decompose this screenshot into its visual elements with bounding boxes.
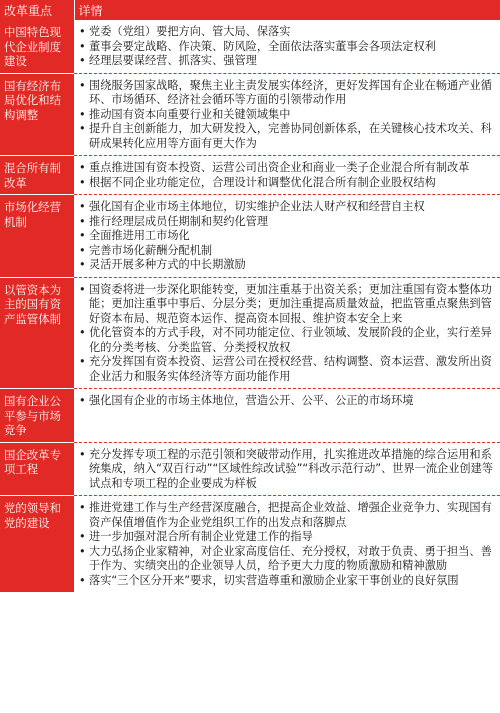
row-details [74, 277, 500, 389]
details-list [78, 25, 496, 69]
detail-item: • 围绕服务国家战略，聚焦主业主责发展实体经济，更好发挥国有企业在畅通产业循环、市场循环、经济社会循环等方面的引领带动作用 [78, 79, 496, 108]
table-body [0, 20, 500, 592]
detail-item: • 推行经理层成员任期制和契约化管理 [78, 215, 496, 230]
details-list [78, 394, 496, 409]
details-list [78, 283, 496, 385]
row-details [74, 442, 500, 496]
row-details [74, 73, 500, 156]
table-header [0, 0, 500, 20]
table-row [0, 442, 500, 496]
details-list [78, 200, 496, 273]
detail-item: • 优化管资本的方式手段，对不同功能定位、行业领域、发展阶段的企业，实行差异化的分类考核、分类监管、分类授权放权 [78, 326, 496, 355]
row-topic: 以管资本为主的国有资产监管体制 [0, 277, 74, 389]
detail-item: • 根据不同企业功能定位，合理设计和调整优化混合所有制企业股权结构 [78, 176, 496, 191]
row-topic: 党的领导和党的建设 [0, 496, 74, 593]
row-topic: 国企改革专项工程 [0, 442, 74, 496]
detail-item: • 提升自主创新能力，加大研发投入，完善协同创新体系，在关键核心技术攻关、科研成果转化应用等方面有更大作为 [78, 122, 496, 151]
header-topic: 改革重点 [0, 0, 74, 20]
row-details [74, 156, 500, 195]
detail-item: • 董事会要定战略、作决策、防风险，全面依法落实董事会各项法定权利 [78, 40, 496, 55]
detail-item: • 大力弘扬企业家精神，对企业家高度信任、充分授权，对敢于负责、勇于担当、善于作为、实绩突出的企业领导人员，给予更大力度的物质激励和精神激励 [78, 545, 496, 574]
detail-item: • 经理层要谋经营、抓落实、强管理 [78, 54, 496, 69]
table-row [0, 195, 500, 278]
detail-item: • 重点推进国有资本投资、运营公司出资企业和商业一类子企业混合所有制改革 [78, 161, 496, 176]
detail-item: • 进一步加强对混合所有制企业党建工作的指导 [78, 530, 496, 545]
table-row [0, 156, 500, 195]
row-details [74, 389, 500, 443]
detail-item: • 全面推进用工市场化 [78, 229, 496, 244]
table-row [0, 73, 500, 156]
table-row [0, 20, 500, 73]
detail-item: • 党委（党组）要把方向、管大局、保落实 [78, 25, 496, 40]
details-list [78, 501, 496, 588]
details-list [78, 79, 496, 152]
detail-item: • 完善市场化薪酬分配机制 [78, 244, 496, 259]
detail-item: • 推动国有资本向重要行业和关键领域集中 [78, 108, 496, 123]
detail-item: • 强化国有企业的市场主体地位，营造公开、公平、公正的市场环境 [78, 394, 496, 409]
detail-item: • 推进党建工作与生产经营深度融合，把提高企业效益、增强企业竞争力、实现国有资产保值增值作为企业党组织工作的出发点和落脚点 [78, 501, 496, 530]
detail-item: • 充分发挥专项工程的示范引领和突破带动作用，扎实推进改革措施的综合运用和系统集成，纳入“双百行动”“区域性综改试验”“科改示范行动”、世界一流企业创建等试点和专项工程的企业要成为样板 [78, 448, 496, 492]
row-topic: 混合所有制改革 [0, 156, 74, 195]
table-row [0, 389, 500, 443]
row-details [74, 195, 500, 278]
row-topic: 市场化经营机制 [0, 195, 74, 278]
table-row [0, 496, 500, 593]
row-topic: 国有企业公平参与市场竞争 [0, 389, 74, 443]
table-row [0, 277, 500, 389]
detail-item: • 灵活开展多种方式的中长期激励 [78, 258, 496, 273]
detail-item: • 国资委将进一步深化职能转变，更加注重基于出资关系；更加注重国有资本整体功能；更加注重事中事后、分层分类；更加注重提高质量效益，把监管重点聚焦到管好资本布局、规范资本运作、提高资本回报、维护资本安全上来 [78, 283, 496, 327]
detail-item: • 充分发挥国有资本投资、运营公司在授权经营、结构调整、资本运营、激发所出资企业活力和服务实体经济等方面功能作用 [78, 355, 496, 384]
row-details [74, 20, 500, 73]
header-details: 详情 [74, 0, 500, 20]
detail-item: • 落实“三个区分开来”要求，切实营造尊重和激励企业家干事创业的良好氛围 [78, 574, 496, 589]
details-list [78, 161, 496, 190]
detail-item: • 强化国有企业市场主体地位，切实维护企业法人财产权和经营自主权 [78, 200, 496, 215]
header-row [0, 0, 500, 20]
row-topic: 国有经济布局优化和结构调整 [0, 73, 74, 156]
details-list [78, 448, 496, 492]
row-topic: 中国特色现代企业制度建设 [0, 20, 74, 73]
row-details [74, 496, 500, 593]
